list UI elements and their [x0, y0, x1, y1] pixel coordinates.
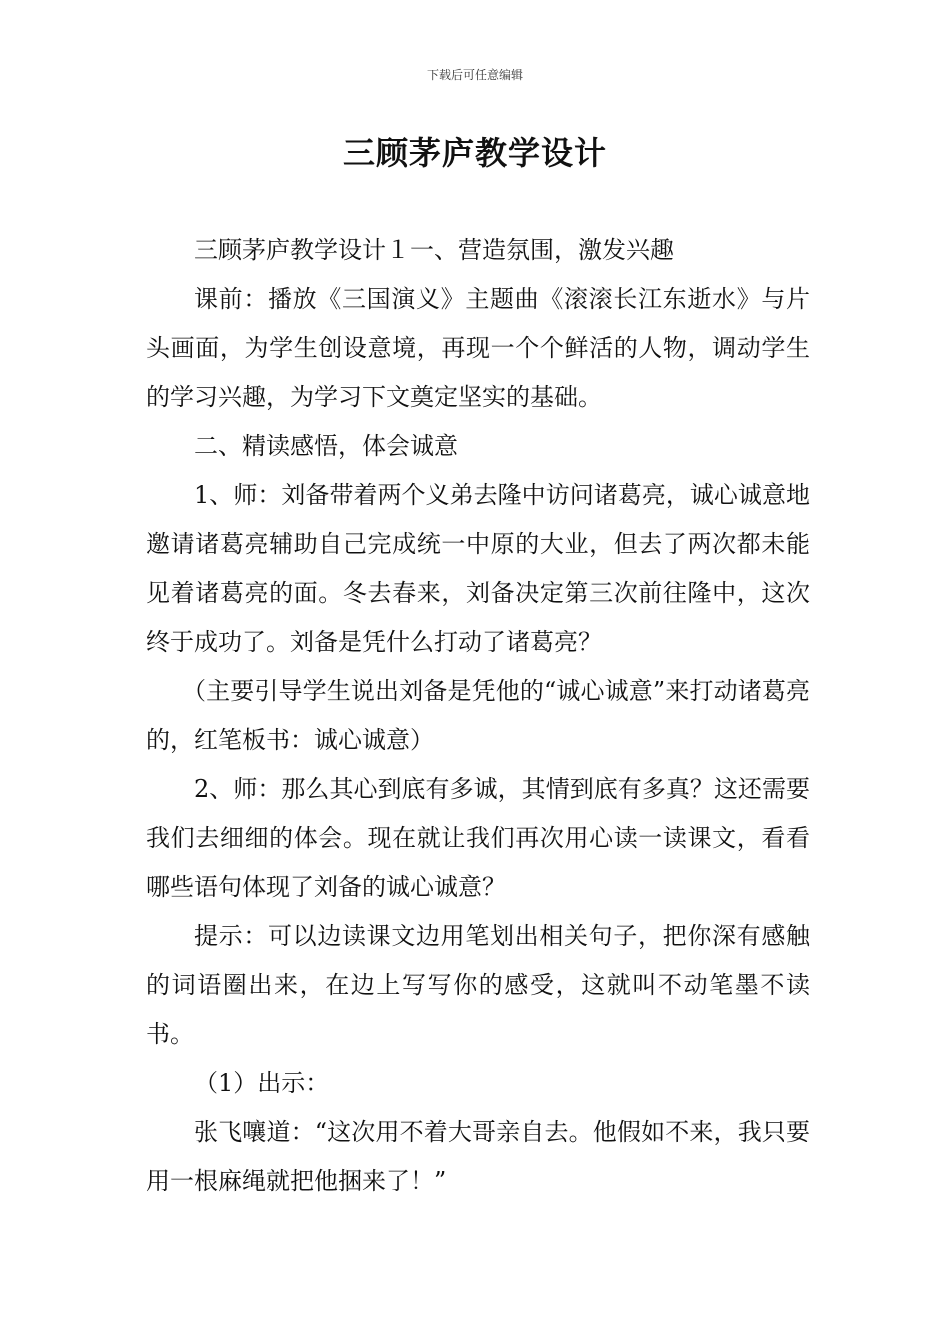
header-note: 下载后可任意编辑	[426, 68, 523, 82]
document-title: 三顾茅庐教学设计	[342, 134, 607, 172]
paragraph-pre-class: 课前：播放《三国演义》主题曲《滚滚长江东逝水》与片头画面，为学生创设意境，再现一个个鲜活的人物，调动学生的学习兴趣，为学习下文奠定坚实的基础。	[146, 285, 810, 411]
paragraph-teacher-one: 1、师：刘备带着两个义弟去隆中访问诸葛亮，诚心诚意地邀请诸葛亮辅助自己完成统一中原的大业，但去了两次都未能见着诸葛亮的面。冬去春来，刘备决定第三次前往隆中，这次终于成功了。刘备是凭什么打动了诸葛亮？	[146, 481, 810, 656]
paragraph-section-one-heading: 三顾茅庐教学设计１一、营造氛围，激发兴趣	[194, 236, 674, 264]
paragraph-section-two-heading: 二、精读感悟，体会诚意	[194, 432, 458, 460]
paragraph-guidance-note: （主要引导学生说出刘备是凭他的“诚心诚意”来打动诸葛亮的，红笔板书：诚心诚意）	[146, 677, 810, 754]
paragraph-zhangfei-quote: 张飞嚷道：“这次用不着大哥亲自去。他假如不来，我只要用一根麻绳就把他捆来了！”	[146, 1118, 810, 1195]
document-body	[146, 226, 810, 1206]
paragraph-hint: 提示：可以边读课文边用笔划出相关句子，把你深有感触的词语圈出来，在边上写写你的感受，这就叫不动笔墨不读书。	[146, 922, 810, 1048]
paragraph-display-one: （1）出示：	[194, 1069, 330, 1097]
paragraph-teacher-two: 2、师：那么其心到底有多诚，其情到底有多真？这还需要我们去细细的体会。现在就让我们再次用心读一读课文，看看哪些语句体现了刘备的诚心诚意？	[146, 775, 810, 901]
